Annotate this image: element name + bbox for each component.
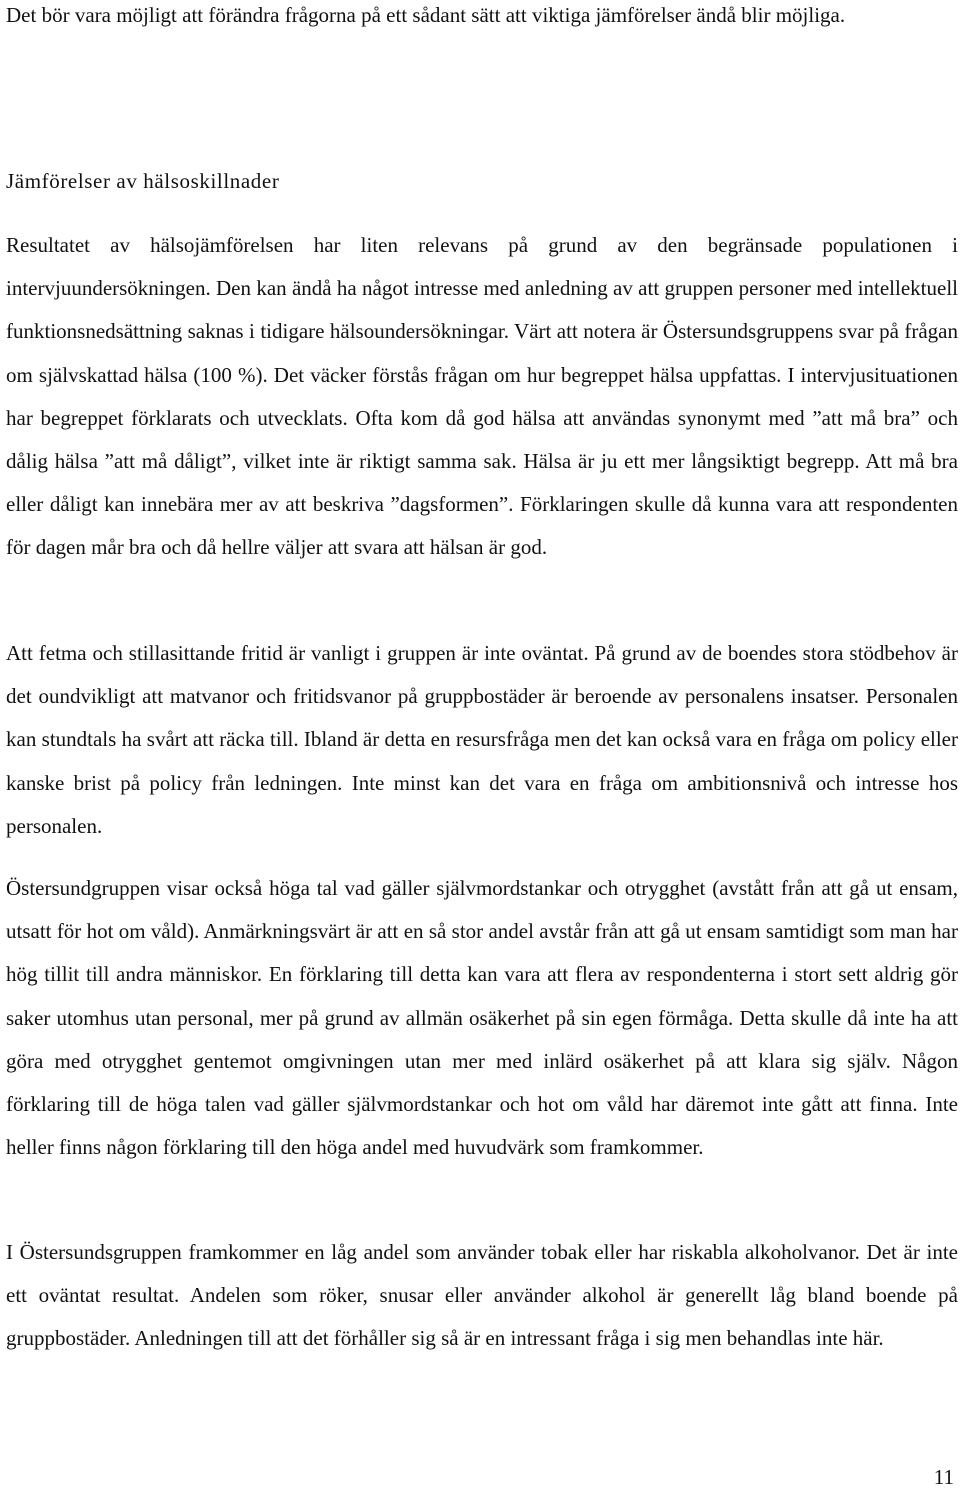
section-heading: Jämförelser av hälsoskillnader bbox=[6, 169, 280, 193]
paragraph-health-comparison: Resultatet av hälsojämförelsen har liten relevans på grund av den begränsade populationen i intervjuundersökningen. Den kan ändå ha något intresse med anledning av att gruppen personer med intellektuell funktionsnedsättning saknas i tidigare hälsoundersökningar. Värt att notera är Östersundsgruppens svar på frågan om självskattad hälsa (100 %). Det väcker förstås frågan om hur begreppet hälsa uppfattas. I intervjusituationen har begreppet förklarats och utvecklats. Ofta kom då god hälsa att användas synonymt med ”att må bra” och dålig hälsa ”att må dåligt”, vilket inte är riktigt samma sak. Hälsa är ju ett mer långsiktigt begrepp. Att må bra eller dåligt kan innebära mer av att beskriva ”dagsformen”. Förklaringen skulle då kunna vara att respondenten för dagen mår bra och då hellre väljer att svara att hälsan är god. bbox=[6, 233, 958, 560]
page-number: 11 bbox=[933, 1465, 954, 1489]
paragraph-obesity: Att fetma och stillasittande fritid är vanligt i gruppen är inte oväntat. På grund av de boendes stora stödbehov är det oundvikligt att matvanor och fritidsvanor på gruppbostäder är beroende av personalens insatser. Personalen kan stundtals ha svårt att räcka till. Ibland är detta en resursfråga men det kan också vara en fråga om policy eller kanske brist på policy från ledningen. Inte minst kan det vara en fråga om ambitionsnivå och intresse hos personalen. bbox=[6, 641, 958, 838]
paragraph-tobacco-alcohol: I Östersundsgruppen framkommer en låg andel som använder tobak eller har riskabla alkoholvanor. Det är inte ett oväntat resultat. Andelen som röker, snusar eller använder alkohol är generellt låg bland boende på gruppbostäder. Anledningen till att det förhåller sig så är en intressant fråga i sig men behandlas inte här. bbox=[6, 1240, 958, 1351]
paragraph-safety: Östersundgruppen visar också höga tal vad gäller självmordstankar och otrygghet (avstått från att gå ut ensam, utsatt för hot om våld). Anmärkningsvärt är att en så stor andel avstår från att gå ut ensam samtidigt som man har hög tillit till andra människor. En förklaring till detta kan vara att flera av respondenterna i stort sett aldrig gör saker utomhus utan personal, mer på grund av allmän osäkerhet på sin egen förmåga. Detta skulle då inte ha att göra med otrygghet gentemot omgivningen utan mer med inlärd osäkerhet på att klara sig själv. Någon förklaring till de höga talen vad gäller självmordstankar och hot om våld har däremot inte gått att finna. Inte heller finns någon förklaring till den höga andel med huvudvärk som framkommer. bbox=[6, 876, 958, 1160]
intro-paragraph: Det bör vara möjligt att förändra frågorna på ett sådant sätt att viktiga jämförelser ändå blir möjliga. bbox=[6, 3, 846, 27]
